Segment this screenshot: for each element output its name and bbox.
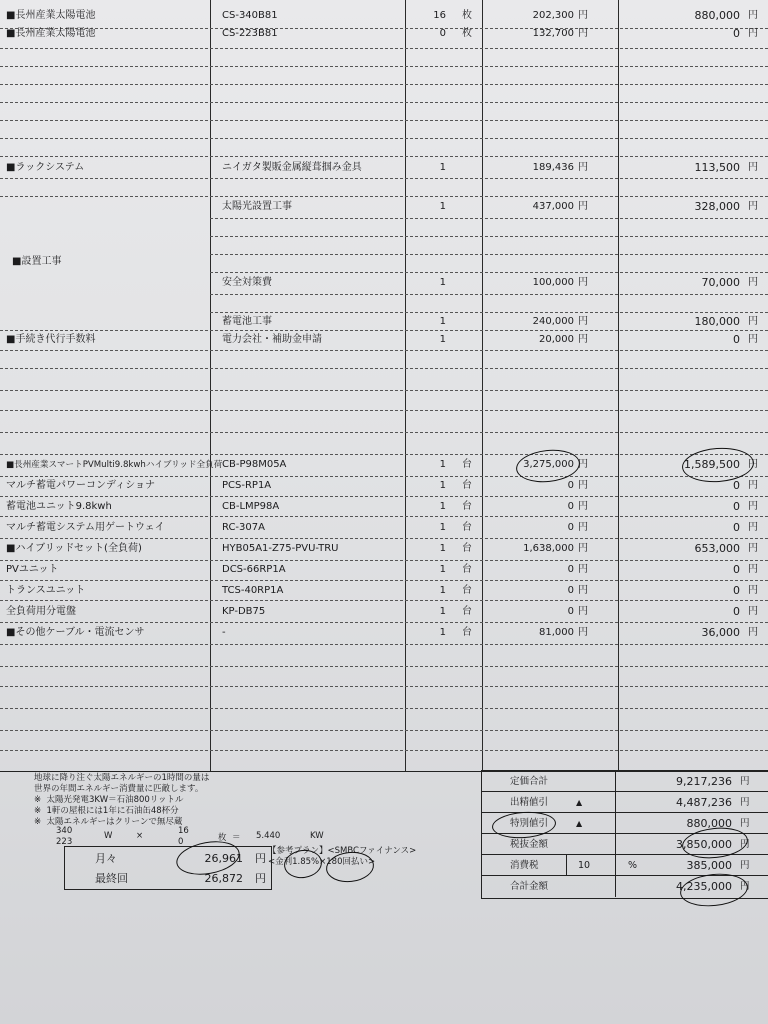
item-amount: 0 [733,521,740,534]
item-name: トランスユニット [6,585,86,596]
yen-sign: 円 [578,585,588,596]
item-list-price: 189,436 [532,162,574,173]
item-list-price: 240,000 [532,316,574,327]
row-line [0,138,768,139]
cell-divider [566,855,567,876]
col-divider [618,0,619,772]
item-list-price: 0 [567,585,574,596]
summary-value: 3,850,000 [676,838,732,851]
row-line [0,156,768,157]
item-list-price: 437,000 [532,201,574,212]
item-qty: 1 [439,316,446,327]
item-model: 蓄電池工事 [222,316,272,327]
row-line [0,708,768,709]
summary-label: 特別値引 [510,818,549,829]
item-amount: 0 [733,479,740,492]
item-unit: 枚 [462,10,472,21]
item-list-price: 20,000 [539,334,574,345]
calc-kw-label: KW [310,831,324,841]
item-list-price: 0 [567,564,574,575]
row-line [0,84,768,85]
row-line [210,218,768,219]
summary-label: 消費税 [510,860,539,871]
item-amount: 0 [733,563,740,576]
yen-sign: 円 [578,543,588,554]
yen-sign: 円 [578,564,588,575]
calc-count-1: 16 [178,826,189,836]
item-amount: 653,000 [694,542,740,555]
yen-sign: 円 [740,860,750,871]
row-line [0,666,768,667]
cell-divider [615,771,616,792]
calc-equals: ＝ [232,833,241,843]
summary-row [482,770,768,792]
yen-sign: 円 [740,839,750,850]
item-qty: 1 [439,201,446,212]
summary-row [482,791,768,813]
yen-sign: 円 [578,28,588,39]
yen-sign: 円 [748,564,758,575]
calc-watt-2: 223 [56,837,73,847]
item-name: ■長州産業太陽電池 [6,28,96,39]
note-line: ※ 太陽光発電3KW＝石油800リットル [34,795,184,805]
item-model: RC-307A [222,522,265,533]
item-qty: 1 [439,277,446,288]
calc-times: × [136,831,144,841]
row-line [0,730,768,731]
item-name: ■その他ケーブル・電流センサ [6,627,145,638]
item-model: CB-P98M05A [222,459,287,470]
monthly-label: 月々 [95,852,117,865]
monthly-payment-box [64,846,272,890]
yen-sign: 円 [578,522,588,533]
yen-sign: 円 [578,334,588,345]
calc-unit-label: 枚 [218,833,227,843]
row-line [0,120,768,121]
item-qty: 1 [439,334,446,345]
cell-divider [615,813,616,834]
row-line [0,410,768,411]
yen-sign: 円 [578,606,588,617]
item-qty: 1 [439,585,446,596]
item-amount: 0 [733,605,740,618]
tax-rate: 10 [578,860,591,871]
summary-value: 9,217,236 [676,775,732,788]
item-unit: 台 [462,606,472,617]
row-line [0,350,768,351]
calc-w-label: W [104,831,113,841]
plan-line: 【参考プラン】<SMBCファイナンス> [268,846,417,856]
yen-sign: 円 [740,797,750,808]
yen-sign: 円 [748,201,758,212]
item-list-price: 132,700 [532,28,574,39]
row-line [0,66,768,67]
item-name: ■手続き代行手数料 [6,334,96,345]
calc-total: 5.440 [256,831,281,841]
row-line [0,432,768,433]
item-list-price: 81,000 [539,627,574,638]
triangle-icon: ▲ [576,798,583,807]
cell-divider [615,792,616,813]
triangle-icon: ▲ [576,819,583,828]
yen-sign: 円 [748,585,758,596]
item-list-price: 3,275,000 [523,459,574,470]
item-name: ■長州産業スマートPVMulti9.8kwhハイブリッド全負荷 [6,460,223,470]
yen-sign: 円 [748,162,758,173]
item-name: ■長州産業太陽電池 [6,10,96,21]
item-model: HYB05A1-Z75-PVU-TRU [222,543,339,554]
yen-sign: 円 [748,627,758,638]
item-list-price: 0 [567,501,574,512]
item-model: CS-223B81 [222,28,278,39]
item-model: CB-LMP98A [222,501,280,512]
cell-divider [615,834,616,855]
summary-value: 4,487,236 [676,796,732,809]
yen-sign: 円 [255,872,266,885]
note-line: 地球に降り注ぐ太陽エネルギーの1時間の量は [34,773,210,783]
summary-value: 385,000 [686,859,732,872]
yen-sign: 円 [740,776,750,787]
row-line [210,254,768,255]
item-unit: 台 [462,564,472,575]
item-amount: 0 [733,333,740,346]
yen-sign: 円 [578,501,588,512]
item-qty: 1 [439,564,446,575]
item-qty: 1 [439,480,446,491]
item-amount: 0 [733,584,740,597]
yen-sign: 円 [578,316,588,327]
yen-sign: 円 [748,606,758,617]
item-name: ■ハイブリッドセット(全負荷) [6,543,142,554]
row-line [0,368,768,369]
final-value: 26,872 [204,872,243,885]
item-model: ニイガタ製販金属縦葺掴み金具 [222,162,362,173]
item-unit: 台 [462,480,472,491]
item-qty: 1 [439,459,446,470]
summary-row [482,854,768,876]
item-model: - [222,627,226,638]
item-unit: 台 [462,522,472,533]
item-model: 安全対策費 [222,277,272,288]
item-unit: 台 [462,627,472,638]
summary-label: 合計金額 [510,881,549,892]
item-name: PVユニット [6,564,59,575]
final-label: 最終回 [95,872,128,885]
yen-sign: 円 [748,522,758,533]
item-model: CS-340B81 [222,10,278,21]
yen-sign: 円 [748,543,758,554]
row-line [0,48,768,49]
row-line [0,750,768,751]
item-name: 蓄電池ユニット9.8kwh [6,501,112,512]
row-line [0,102,768,103]
item-model: 電力会社・補助金申請 [222,334,322,345]
yen-sign: 円 [748,28,758,39]
yen-sign: 円 [578,480,588,491]
col-divider [482,0,483,772]
item-name: マルチ蓄電システム用ゲートウェイ [6,522,165,533]
item-unit: 枚 [462,28,472,39]
col-divider [210,0,211,772]
yen-sign: 円 [578,10,588,21]
item-qty: 16 [433,10,446,21]
item-list-price: 0 [567,522,574,533]
summary-label: 出精値引 [510,797,549,808]
percent-sign: % [628,860,638,871]
item-name: ■ラックシステム [6,162,85,173]
item-qty: 0 [439,28,446,39]
item-qty: 1 [439,501,446,512]
yen-sign: 円 [748,501,758,512]
item-qty: 1 [439,606,446,617]
col-divider [405,0,406,772]
row-line [0,390,768,391]
yen-sign: 円 [748,277,758,288]
yen-sign: 円 [748,10,758,21]
summary-value: 4,235,000 [676,880,732,893]
summary-label: 定価合計 [510,776,549,787]
item-list-price: 1,638,000 [523,543,574,554]
item-amount: 180,000 [694,315,740,328]
yen-sign: 円 [255,852,266,865]
monthly-value: 26,961 [204,852,243,865]
note-line: ※ 太陽エネルギーはクリーンで無尽蔵 [34,817,183,827]
item-unit: 台 [462,543,472,554]
yen-sign: 円 [740,818,750,829]
yen-sign: 円 [578,277,588,288]
summary-value: 880,000 [686,817,732,830]
item-unit: 台 [462,501,472,512]
note-line: ※ 1軒の屋根には1年に石油缶48杯分 [34,806,179,816]
item-unit: 台 [462,585,472,596]
final-row [65,869,271,889]
yen-sign: 円 [748,459,758,470]
yen-sign: 円 [578,201,588,212]
item-model: KP-DB75 [222,606,266,617]
row-line [210,294,768,295]
item-qty: 1 [439,522,446,533]
item-amount: 1,589,500 [684,458,740,471]
item-list-price: 0 [567,606,574,617]
yen-sign: 円 [578,627,588,638]
row-line [0,178,768,179]
plan-line: <金利1.85%×180回払い> [268,857,376,867]
item-amount: 328,000 [694,200,740,213]
item-amount: 880,000 [694,9,740,22]
item-model: DCS-66RP1A [222,564,286,575]
item-list-price: 0 [567,480,574,491]
item-unit: 台 [462,459,472,470]
row-line [0,686,768,687]
monthly-row [65,849,271,869]
yen-sign: 円 [578,162,588,173]
row-line [0,644,768,645]
item-amount: 113,500 [694,161,740,174]
item-list-price: 202,300 [532,10,574,21]
item-model: PCS-RP1A [222,480,272,491]
item-list-price: 100,000 [532,277,574,288]
item-qty: 1 [439,543,446,554]
yen-sign: 円 [748,316,758,327]
item-name: 全負荷用分電盤 [6,606,76,617]
item-amount: 0 [733,27,740,40]
calc-count-2: 0 [178,837,184,847]
yen-sign: 円 [748,480,758,491]
solar-notes [34,773,209,828]
yen-sign: 円 [740,881,750,892]
item-model: 太陽光設置工事 [222,201,292,212]
item-qty: 1 [439,627,446,638]
cell-divider [615,876,616,897]
calc-watt-1: 340 [56,826,73,836]
yen-sign: 円 [578,459,588,470]
item-amount: 0 [733,500,740,513]
item-model: TCS-40RP1A [222,585,284,596]
cell-divider [615,855,616,876]
note-line: 世界の年間エネルギー消費量に匹敵します。 [34,784,204,794]
item-name: マルチ蓄電パワーコンディショナ [6,480,155,491]
item-amount: 36,000 [701,626,740,639]
yen-sign: 円 [748,334,758,345]
item-amount: 70,000 [701,276,740,289]
item-qty: 1 [439,162,446,173]
summary-label: 税抜金額 [510,839,549,850]
section-label-installation: ■設置工事 [12,256,62,267]
row-line [210,236,768,237]
